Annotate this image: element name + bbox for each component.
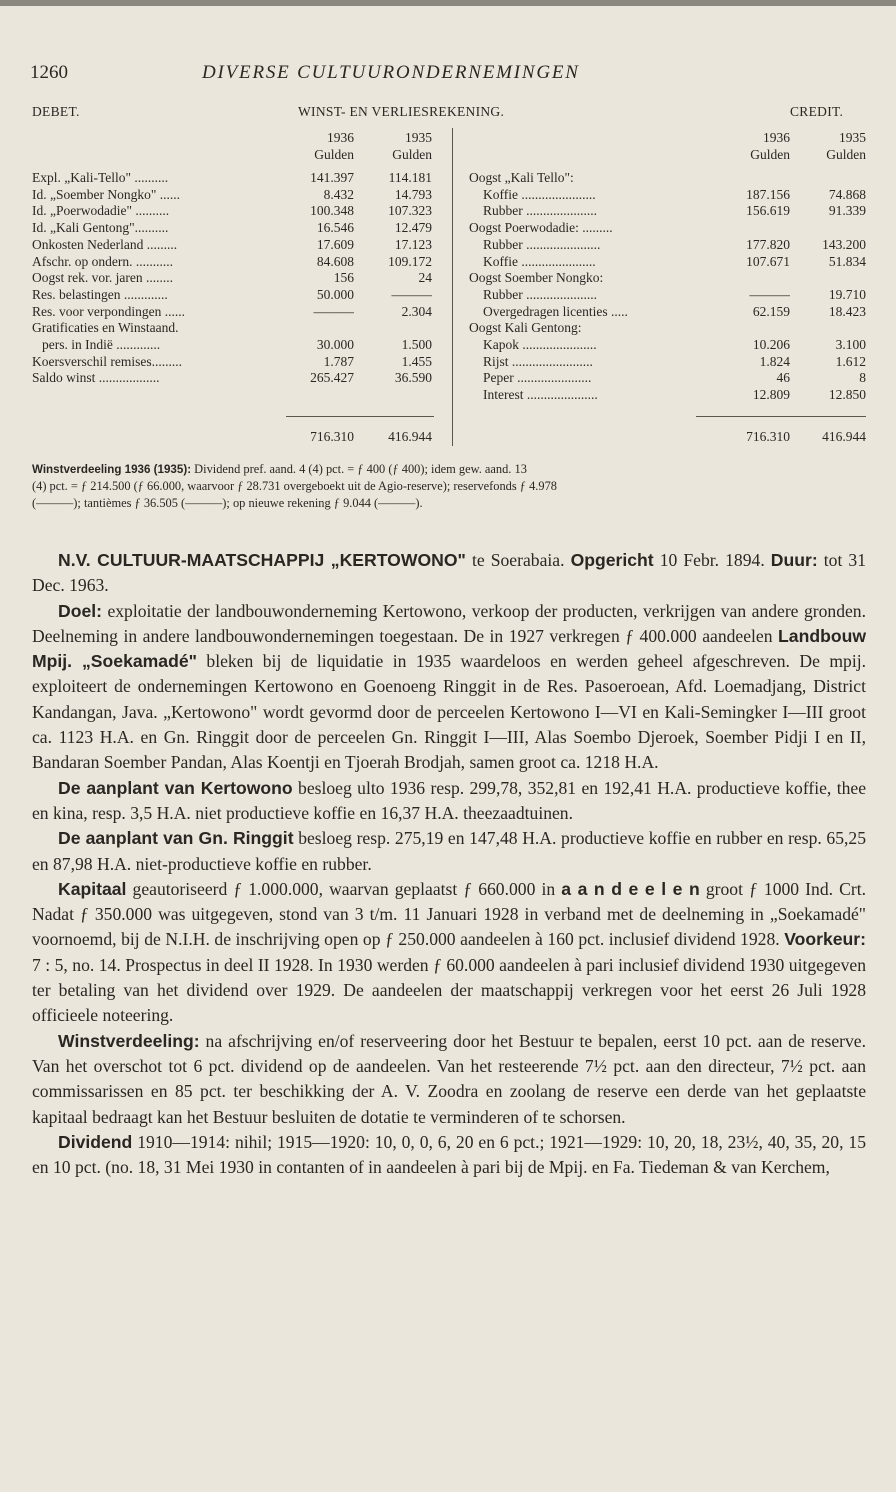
right-ledger-row — [0, 370, 896, 386]
total-left-1936: 716.310 — [310, 429, 354, 444]
company-name: N.V. CULTUUR-MAATSCHAPPIJ „KERTOWONO" — [58, 550, 466, 570]
right-ledger-1936: 12.809 — [752, 387, 790, 403]
right-ledger-1936: 177.820 — [746, 236, 790, 252]
left-ledger-label: Res. belastingen ............. — [32, 286, 168, 302]
left-ledger-1936: 16.546 — [316, 220, 354, 236]
left-ledger-label: Gratificaties en Winstaand. — [32, 320, 179, 336]
total-right-1935: 416.944 — [822, 429, 866, 444]
page-title: DIVERSE CULTUURONDERNEMINGEN — [202, 62, 580, 83]
right-ledger-row — [0, 337, 896, 353]
col-unit-left-1936: Gulden — [314, 147, 354, 162]
winstverdeeling-text: na afschrijving en/of reserveering door het Bestuur te bepalen, eerst 10 pct. aan de reserve. Van het overschot tot 6 pct. dividend op de aandeelen. Van het resteerende 7½ pct. aan den directeur, 7½ pct. aan commissarissen en 85 pct. ter beschikking der A. V. Zoodra en zoolang de reserve een derde van het geplaatste kapitaal bedraagt kan het Bestuur besluiten de dotatie te verminderen of te schorsen. — [32, 1030, 866, 1127]
right-ledger-label: Rijst ........................ — [483, 353, 593, 369]
left-ledger-1936: 100.348 — [310, 203, 354, 219]
left-ledger-1935: 1.455 — [401, 353, 432, 369]
aanplant1-text: besloeg ulto 1936 resp. 299,78, 352,81 en 192,41 H.A. productieve koffie, thee en kina, resp. 3,5 H.A. niet productieve koffie en 16,37 H.A. theezaadtuinen. — [32, 777, 867, 823]
doel-text-1: exploitatie der landbouwonderneming Kertowono, verkoop der producten, verkrijgen van andere gronden. Deelneming in andere landbouwondernemingen toegestaan. De in 1927 verkregen ƒ 400.000 aandeelen — [32, 600, 866, 646]
totals-row — [0, 429, 896, 445]
right-ledger-row — [0, 354, 896, 370]
col-unit-left-1935: Gulden — [392, 147, 432, 162]
right-ledger-label: Rubber ..................... — [483, 203, 597, 219]
right-sum-rule — [696, 416, 866, 417]
dividend-label: Dividend — [58, 1131, 133, 1152]
right-ledger-1935: 8 — [859, 370, 866, 386]
winstverdeeling-label: Winstverdeeling: — [58, 1030, 200, 1051]
winstverdeeling-paragraph — [32, 1029, 866, 1130]
company-heading — [32, 548, 866, 599]
left-ledger-1935: 24 — [418, 270, 432, 286]
left-ledger-label: Id. „Soember Nongko" ...... — [32, 186, 180, 202]
aanplant2-text: besloeg resp. 275,19 en 147,48 H.A. productieve koffie en rubber en resp. 65,25 en 87,98 H.A. niet-productieve koffie en rubber. — [32, 828, 867, 874]
credit-label: CREDIT. — [790, 104, 844, 119]
right-ledger-label: Oogst Soember Nongko: — [469, 270, 604, 286]
kapitaal-text-2: groot ƒ 1000 Ind. Crt. Nadat ƒ 350.000 was uitgegeven, stond van 3 t/m. 11 Januari 1928 in verband met de deelneming in „Soekamadé" voornoemd, bij de N.I.H. de inschrijving open op ƒ 250.000 aandeelen à 160 pct. inclusief dividend 1928. — [32, 878, 866, 950]
doel-paragraph — [32, 599, 866, 776]
left-ledger-1936: ——— — [313, 303, 354, 319]
left-ledger-1935: 109.172 — [388, 253, 432, 269]
left-ledger-1936: 141.397 — [310, 170, 354, 185]
right-ledger-1935: 3.100 — [835, 337, 866, 352]
right-ledger-row — [0, 187, 896, 203]
left-ledger-label: Oogst rek. vor. jaren ........ — [32, 270, 173, 286]
account-title: WINST- EN VERLIESREKENING. — [298, 104, 505, 119]
right-ledger-row — [0, 387, 896, 403]
right-ledger-label: Oogst Kali Gentong: — [469, 320, 582, 336]
left-ledger-1935: 2.304 — [401, 303, 432, 319]
right-ledger-1936: 156.619 — [746, 203, 790, 219]
doel-bold: Landbouw Mpij. „Soekamadé" — [32, 625, 866, 672]
right-ledger-1936: ——— — [749, 286, 790, 302]
right-ledger-label: Kapok ...................... — [483, 337, 597, 352]
right-ledger-row — [0, 320, 896, 336]
right-ledger-row — [0, 304, 896, 320]
left-ledger-1936: 50.000 — [316, 286, 354, 302]
right-ledger-label: Interest ..................... — [483, 387, 598, 403]
voorkeur-label: Voorkeur: — [784, 929, 866, 950]
aanplant-ringgit — [32, 826, 866, 877]
dividend-paragraph — [32, 1130, 866, 1181]
right-ledger-label: Oogst Poerwodadie: ......... — [469, 220, 613, 236]
page-number: 1260 — [30, 62, 68, 83]
right-ledger-1935: 51.834 — [828, 253, 866, 269]
col-year-left-1936: 1936 — [327, 130, 354, 145]
aanplant2-label: De aanplant van Gn. Ringgit — [58, 828, 294, 849]
kapitaal-text-3: 7 : 5, no. 14. Prospectus in deel II 1928. In 1930 werden ƒ 60.000 aandeelen à pari inclusief dividend 1930 uitgegeven ter betaling van het dividend over 1929. De aandeelen der maatschappij verkregen voor het eerst 26 Juli 1928 officieele noteering. — [32, 954, 866, 1026]
winstverdeeling-note — [32, 461, 866, 512]
right-ledger-label: Oogst „Kali Tello": — [469, 170, 574, 185]
left-ledger-1936: 17.609 — [316, 236, 354, 252]
duur-text: tot 31 Dec. 1963. — [32, 550, 867, 596]
note-line-2: (4) pct. = ƒ 214.500 (ƒ 66.000, waarvoor ƒ 28.731 overgeboekt uit de Agio-reserve); reservefonds ƒ 4.978 — [32, 479, 557, 493]
left-ledger-1936: 30.000 — [316, 337, 354, 352]
note-line-1: Dividend pref. aand. 4 (4) pct. = ƒ 400 (ƒ 400); idem gew. aand. 13 — [194, 462, 527, 476]
left-ledger-1936: 265.427 — [310, 370, 354, 386]
right-ledger-row — [0, 270, 896, 286]
col-year-left-1935: 1935 — [405, 130, 432, 145]
right-ledger-label: Overgedragen licenties ..... — [483, 303, 628, 319]
kapitaal-paragraph — [32, 877, 866, 1029]
left-ledger-1935: 14.793 — [394, 186, 432, 202]
right-ledger-row — [0, 287, 896, 303]
right-ledger-1935: 18.423 — [828, 303, 866, 319]
opgericht-text: 10 Febr. 1894. — [653, 550, 771, 570]
kapitaal-label: Kapitaal — [58, 878, 127, 899]
right-ledger-label: Rubber ..................... — [483, 286, 597, 302]
left-ledger-1935: 36.590 — [394, 370, 432, 386]
left-ledger-label: Koersverschil remises......... — [32, 353, 182, 369]
right-ledger-1936: 107.671 — [746, 253, 790, 269]
right-ledger-1936: 1.824 — [759, 353, 790, 369]
left-ledger-1935: 107.323 — [388, 203, 432, 219]
dividend-text: 1910—1914: nihil; 1915—1920: 10, 0, 0, 6, 20 en 6 pct.; 1921—1929: 10, 20, 18, 23½, 40, 35, 20, 15 en 10 pct. (no. 18, 31 Mei 1930 in contanten of in aandeelen à pari bij de Mpij. en Fa. Tiedeman & van Kerchem, — [32, 1131, 866, 1178]
company-description — [32, 548, 866, 1180]
right-ledger-row — [0, 170, 896, 186]
kapitaal-spaced: a a n d e e l e n — [561, 878, 700, 899]
left-sum-rule — [286, 416, 434, 417]
left-ledger-label: Expl. „Kali-Tello" .......... — [32, 170, 169, 185]
aanplant-kertowono — [32, 776, 866, 827]
right-ledger-label: Rubber ...................... — [483, 236, 601, 252]
left-ledger-1936: 84.608 — [316, 253, 354, 269]
right-ledger-label: Koffie ...................... — [483, 186, 596, 202]
company-location: te Soerabaia. — [465, 550, 571, 570]
right-ledger-row — [0, 254, 896, 270]
left-ledger-1935: 12.479 — [394, 220, 432, 236]
left-ledger-label: Res. voor verpondingen ...... — [32, 303, 185, 319]
col-unit-right-1936: Gulden — [750, 147, 790, 162]
left-ledger-1935: ——— — [391, 286, 432, 302]
left-ledger-1935: 114.181 — [388, 170, 432, 185]
left-ledger-1935: 17.123 — [394, 236, 432, 252]
doel-text-2: bleken bij de liquidatie in 1935 waardeloos en werden geheel afgeschreven. De mpij. exploiteert de ondernemingen Kertowono en Goenoeng Ringgit in de Res. Pasoeroean, Afd. Loemadjang, District Kandangan, Java. „Kertowono" wordt gevormd door de perceelen Kertowono I—VI en Kali-Semingker I—III groot ca. 1123 H.A. en Gn. Ringgit door de perceelen Gn. Ringgit I—III, Alas Soembo Djeroek, Soember Pidji I en II, Bandaran Soember Pandan, Alas Koentji en Tjoerah Brodjah, samen groot ca. 1218 H.A. — [32, 651, 867, 773]
right-ledger-1936: 10.206 — [752, 337, 790, 352]
top-border — [0, 0, 896, 6]
left-ledger-label: Id. „Kali Gentong".......... — [32, 220, 169, 236]
aanplant1-label: De aanplant van Kertowono — [58, 777, 293, 798]
right-ledger-1936: 46 — [776, 370, 790, 386]
left-ledger-1936: 8.432 — [323, 186, 354, 202]
col-year-right-1936: 1936 — [763, 130, 790, 145]
left-ledger-label: pers. in Indië ............. — [42, 337, 161, 352]
left-ledger-1936: 1.787 — [323, 353, 354, 369]
left-ledger-1935: 1.500 — [401, 337, 432, 352]
right-ledger-1935: 91.339 — [828, 203, 866, 219]
right-ledger-1935: 143.200 — [822, 236, 866, 252]
left-ledger-label: Afschr. op ondern. ........... — [32, 253, 173, 269]
left-ledger-label: Id. „Poerwodadie" .......... — [32, 203, 170, 219]
opgericht-label: Opgericht — [570, 550, 654, 570]
col-unit-right-1935: Gulden — [826, 147, 866, 162]
page-header — [30, 62, 866, 92]
right-ledger-1935: 1.612 — [835, 353, 866, 369]
left-ledger-1936: 156 — [333, 270, 354, 286]
col-year-right-1935: 1935 — [839, 130, 866, 145]
right-ledger-row — [0, 220, 896, 236]
right-ledger-label: Koffie ...................... — [483, 253, 596, 269]
left-ledger-label: Onkosten Nederland ......... — [32, 236, 178, 252]
doel-label: Doel: — [58, 600, 102, 621]
right-ledger-1935: 19.710 — [828, 286, 866, 302]
right-ledger-row — [0, 203, 896, 219]
duur-label: Duur: — [770, 550, 818, 570]
right-ledger-1935: 12.850 — [828, 387, 866, 403]
left-ledger-label: Saldo winst .................. — [32, 370, 160, 386]
right-ledger-row — [0, 237, 896, 253]
note-line-3: (———); tantièmes ƒ 36.505 (———); op nieuwe rekening ƒ 9.044 (———). — [32, 496, 423, 510]
total-left-1935: 416.944 — [388, 429, 432, 444]
debet-label: DEBET. — [32, 104, 80, 119]
right-ledger-1936: 62.159 — [752, 303, 790, 319]
note-label: Winstverdeeling 1936 (1935): — [32, 463, 192, 476]
kapitaal-text-1: geautoriseerd ƒ 1.000.000, waarvan geplaatst ƒ 660.000 in — [126, 878, 562, 899]
right-ledger-1936: 187.156 — [746, 186, 790, 202]
total-right-1936: 716.310 — [746, 429, 790, 444]
right-ledger-label: Peper ...................... — [483, 370, 592, 386]
right-ledger-1935: 74.868 — [828, 186, 866, 202]
column-headers — [0, 130, 896, 164]
